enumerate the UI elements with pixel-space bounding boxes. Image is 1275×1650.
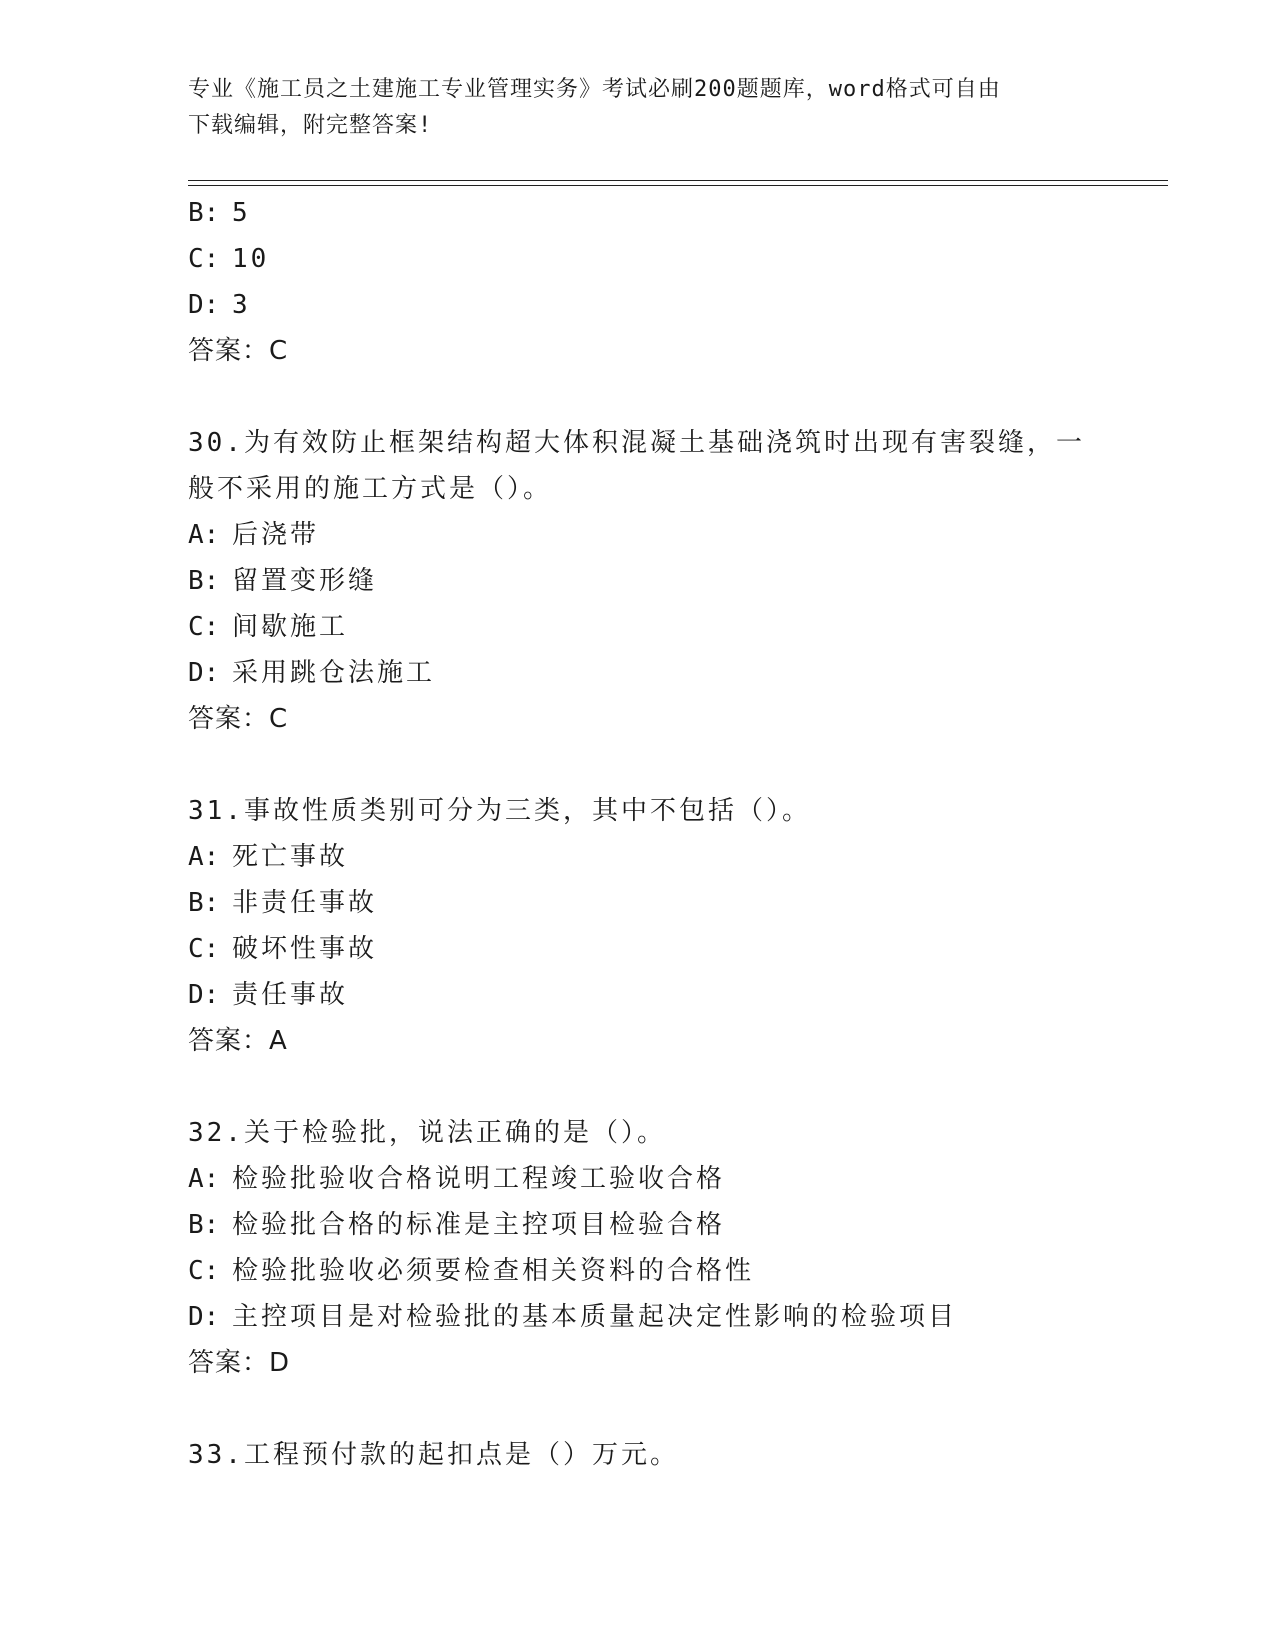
option-c: C: 检验批验收必须要检查相关资料的合格性 [188, 1256, 755, 1286]
header-line-2: 下载编辑，附完整答案! [188, 113, 433, 138]
question-stem: 31.事故性质类别可分为三类，其中不包括（）。 [188, 796, 811, 826]
option-a: A: 检验批验收合格说明工程竣工验收合格 [188, 1164, 726, 1194]
spacer [188, 374, 1168, 420]
question-stem: 30.为有效防止框架结构超大体积混凝土基础浇筑时出现有害裂缝，一 [188, 428, 1085, 458]
option-a: A: 后浇带 [188, 520, 320, 550]
option-d: D: 责任事故 [188, 980, 349, 1010]
spacer [188, 742, 1168, 788]
question-30 [188, 420, 1168, 742]
option-d: D: 采用跳仓法施工 [188, 658, 436, 688]
answer-line: 答案：C [188, 336, 289, 366]
question-stem: 32.关于检验批，说法正确的是（）。 [188, 1118, 666, 1148]
question-stem: 33.工程预付款的起扣点是（）万元。 [188, 1440, 679, 1470]
spacer [188, 1064, 1168, 1110]
question-31 [188, 788, 1168, 1064]
question-29-tail [188, 190, 1168, 374]
answer-line: 答案：A [188, 1026, 288, 1056]
answer-line: 答案：C [188, 704, 289, 734]
option-a: A: 死亡事故 [188, 842, 349, 872]
option-c: C: 10 [188, 244, 270, 274]
option-d: D: 3 [188, 290, 251, 320]
option-c: C: 间歇施工 [188, 612, 349, 642]
option-d: D: 主控项目是对检验批的基本质量起决定性影响的检验项目 [188, 1302, 958, 1332]
header-line-1: 专业《施工员之土建施工专业管理实务》考试必刷200题题库，word格式可自由 [188, 77, 1001, 102]
question-list [188, 190, 1168, 1478]
option-c: C: 破坏性事故 [188, 934, 378, 964]
page-header [188, 72, 1088, 144]
spacer [188, 1386, 1168, 1432]
option-b: B: 检验批合格的标准是主控项目检验合格 [188, 1210, 726, 1240]
option-b: B: 留置变形缝 [188, 566, 378, 596]
option-b: B: 非责任事故 [188, 888, 378, 918]
option-b: B: 5 [188, 198, 251, 228]
question-32 [188, 1110, 1168, 1386]
question-stem-continued: 般不采用的施工方式是（）。 [188, 474, 553, 504]
answer-line: 答案：D [188, 1348, 291, 1378]
header-double-rule [188, 180, 1168, 186]
question-33 [188, 1432, 1168, 1478]
